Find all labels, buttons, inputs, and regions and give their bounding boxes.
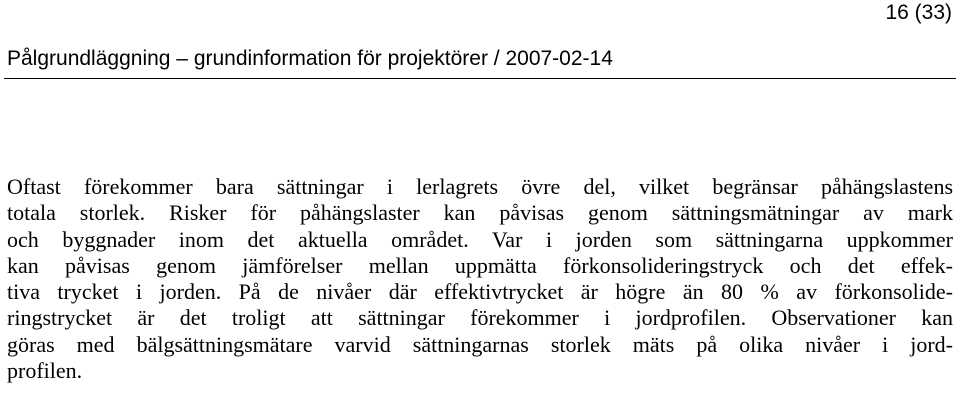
paragraph-line: profilen. xyxy=(7,358,83,384)
paragraph-line: kan påvisas genom jämförelser mellan uppmätta förkonsolideringstryck och det effek- xyxy=(7,252,953,278)
paragraph-line: och byggnader inom det aktuella området. Var i jorden som sättningarna uppkommer xyxy=(7,226,953,252)
paragraph-line: göras med bälgsättningsmätare varvid sättningarnas storlek mäts på olika nivåer i jord- xyxy=(7,331,953,357)
paragraph-line: tiva trycket i jorden. På de nivåer där effektivtrycket är högre än 80 % av förkonsolide- xyxy=(7,279,953,305)
page-number: 16 (33) xyxy=(885,1,952,24)
paragraph-line: totala storlek. Risker för påhängslaster kan påvisas genom sättningsmätningar av mark xyxy=(7,200,953,226)
header-divider xyxy=(4,78,956,79)
body-paragraph xyxy=(7,174,953,384)
paragraph-line: ringstrycket är det troligt att sättningar förekommer i jordprofilen. Observationer kan xyxy=(7,305,953,331)
document-header-title: Pålgrundläggning – grundinformation för projektörer / 2007-02-14 xyxy=(7,47,613,70)
paragraph-line: Oftast förekommer bara sättningar i lerlagrets övre del, vilket begränsar påhängslastens xyxy=(7,174,953,199)
